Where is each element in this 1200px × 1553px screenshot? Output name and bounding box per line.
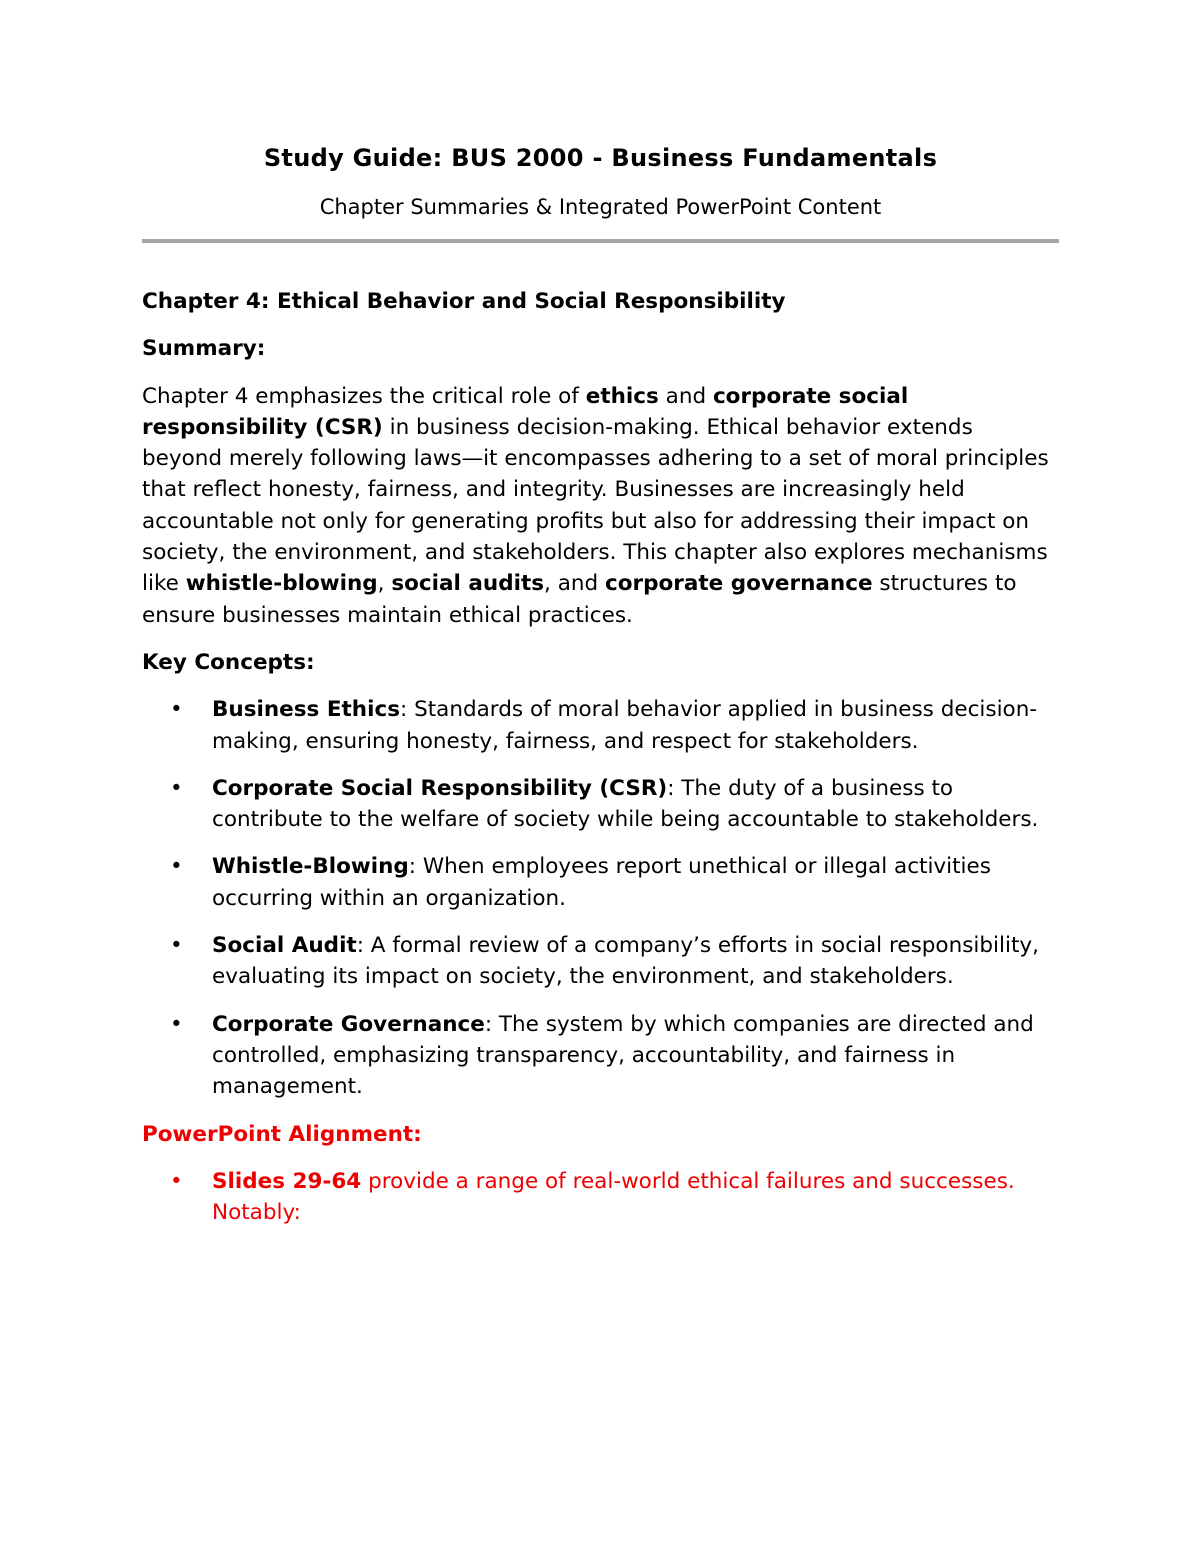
summary-text: ,	[377, 571, 392, 597]
list-item	[142, 1166, 1059, 1229]
key-concepts-heading: Key Concepts:	[142, 649, 315, 675]
document-body	[142, 286, 1059, 1244]
chapter-heading: Chapter 4: Ethical Behavior and Social Responsibility	[142, 289, 786, 314]
powerpoint-alignment-heading: PowerPoint Alignment:	[142, 1121, 422, 1147]
bullet-icon: •	[170, 775, 183, 801]
summary-text: , and	[544, 571, 605, 597]
horizontal-divider	[142, 239, 1059, 243]
concept-definition: : Standards of moral behavior applied in business decision-making, ensuring honesty, fairness, and respect for stakeholders.	[212, 697, 1038, 754]
list-item	[142, 1009, 1059, 1103]
bullet-icon: •	[170, 1011, 183, 1037]
concept-definition: : When employees report unethical or illegal activities occurring within an organization.	[212, 854, 991, 911]
list-item	[142, 773, 1059, 836]
key-concepts-list	[142, 694, 1059, 1102]
list-item	[142, 851, 1059, 914]
concept-term: Social Audit	[212, 933, 357, 959]
bullet-icon: •	[170, 1168, 183, 1194]
summary-bold-term: whistle-blowing	[185, 571, 378, 597]
summary-bold-term: ethics	[585, 383, 659, 409]
slides-description: provide a range of real-world ethical failures and successes. Notably:	[212, 1168, 1015, 1226]
list-item	[142, 930, 1059, 993]
list-item	[142, 694, 1059, 757]
bullet-icon: •	[170, 854, 183, 880]
concept-definition: : The duty of a business to contribute to the welfare of society while being accountable to stakeholders.	[212, 775, 1039, 833]
summary-heading: Summary:	[142, 336, 266, 362]
summary-text: and	[658, 383, 713, 409]
summary-bold-term: corporate social responsibility (CSR)	[142, 383, 909, 440]
summary-text: in business decision-making. Ethical behavior extends beyond merely following laws—it encompasses adhering to a set of moral principles that reflect honesty, fairness, and integrity. Businesses are increasingly held accountable not only for generating profits but also for addressing their impact on society, the environment, and stakeholders. This chapter also explores mechanisms like	[142, 414, 1049, 597]
concept-definition: : The system by which companies are directed and controlled, emphasizing transparency, accountability, and fairness in management.	[212, 1011, 1034, 1100]
summary-text: structures to ensure businesses maintain ethical practices.	[142, 571, 1017, 628]
bullet-icon: •	[170, 697, 183, 723]
concept-term: Corporate Governance	[212, 1011, 485, 1037]
concept-term: Whistle-Blowing	[212, 854, 409, 880]
summary-paragraph	[142, 381, 1059, 631]
powerpoint-alignment-list	[142, 1166, 1059, 1229]
concept-definition: : A formal review of a company’s efforts in social responsibility, evaluating its impact on society, the environment, and stakeholders.	[212, 933, 1039, 990]
concept-term: Business Ethics	[212, 697, 401, 723]
slides-range: Slides 29-64	[212, 1168, 362, 1194]
document-title: Study Guide: BUS 2000 - Business Fundamentals	[263, 144, 938, 172]
summary-bold-term: corporate governance	[604, 571, 873, 597]
bullet-icon: •	[170, 933, 183, 959]
concept-term: Corporate Social Responsibility (CSR)	[212, 775, 668, 801]
summary-text: Chapter 4 emphasizes the critical role of	[142, 383, 586, 409]
summary-bold-term: social audits	[391, 571, 545, 597]
document-subtitle: Chapter Summaries & Integrated PowerPoint Content	[319, 195, 882, 219]
